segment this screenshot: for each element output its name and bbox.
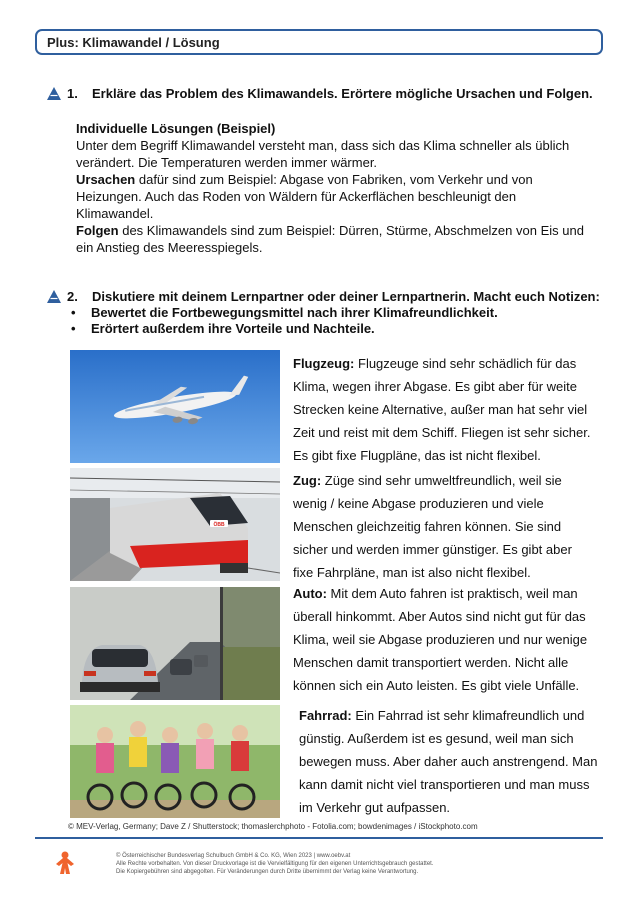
answer-intro: Unter dem Begriff Klimawandel versteht man, dass sich das Klima schneller als üblich verändert. Die Temperaturen werden immer wärmer. xyxy=(76,138,570,170)
car-photo xyxy=(70,587,280,700)
effects-text: des Klimawandels sind zum Beispiel: Dürren, Stürme, Abschmelzen von Eis und ein Anstieg des Meeresspiegels. xyxy=(76,223,584,255)
paragraph-car: Auto: Mit dem Auto fahren ist praktisch, weil man überall hinkommt. Aber Autos sind nicht gut für das Klima, weil sie Abgase produzieren und nur wenige Menschen damit transportiert werden. Nicht alle können sich ein Auto leisten. Es gibt viele Unfälle. xyxy=(293,586,588,693)
photo-credit: © MEV-Verlag, Germany; Dave Z / Shutterstock; thomaslerchphoto - Fotolia.com; bowdenimages / iStockphoto.com xyxy=(68,822,478,831)
paragraph-airplane: Flugzeug: Flugzeuge sind sehr schädlich für das Klima, wegen ihrer Abgase. Es gibt aber für weite Strecken keine Alternative, außer man hat sehr viel Zeit und reist mit dem Schiff. Fliegen ist sehr sicher. Es gibt fixe Flugpläne, das ist nicht flexibel. xyxy=(293,356,591,463)
page-title: Plus: Klimawandel / Lösung xyxy=(47,35,220,50)
answer-heading: Individuelle Lösungen (Beispiel) xyxy=(76,121,276,136)
difficulty-triangle-icon xyxy=(47,290,61,303)
footer-text xyxy=(116,852,434,876)
effects-label: Folgen xyxy=(76,223,119,238)
bicycle-kids-photo xyxy=(70,705,280,818)
task-2-text: Diskutiere mit deinem Lernpartner oder deiner Lernpartnerin. Macht euch Notizen: xyxy=(92,289,600,304)
answer-causes xyxy=(76,171,596,222)
paragraph-bicycle: Fahrrad: Ein Fahrrad ist sehr klimafreundlich und günstig. Außerdem ist es gesund, weil man sich bewegen muss. Aber daher auch anstrengend. Man kann damit nicht viel transportieren und man muss im Verkehr gut aufpassen. xyxy=(299,708,598,815)
bullet-item: • Erörtert außerdem ihre Vorteile und Nachteile. xyxy=(71,321,375,336)
footer-line-3: Die Kopiergebühren sind abgegolten. Für Veränderungen durch Dritte übernimmt der Verlag keine Verantwortung. xyxy=(116,869,419,875)
task-1-number: 1. xyxy=(67,86,78,101)
publisher-logo-icon xyxy=(52,850,78,876)
train-photo xyxy=(70,468,280,581)
task-1-text: Erkläre das Problem des Klimawandels. Erörtere mögliche Ursachen und Folgen. xyxy=(92,86,593,101)
bullet-dot-icon: • xyxy=(71,321,76,336)
task-2-number: 2. xyxy=(67,289,78,304)
footer-line-2: Alle Rechte vorbehalten. Von dieser Druckvorlage ist die Vervielfältigung für den eigenen Unterrichtsgebrauch gestattet. xyxy=(116,861,434,867)
answer-effects xyxy=(76,222,596,256)
paragraph-train: Zug: Züge sind sehr umweltfreundlich, weil sie wenig / keine Abgase produzieren und viele Menschen gleichzeitig fahren können. Sie sind sicher und werden immer günstiger. Es gibt aber fixe Fahrpläne, man ist also nicht flexibel. xyxy=(293,473,572,580)
task-2-bullets xyxy=(69,305,498,337)
airplane-photo xyxy=(70,350,280,463)
causes-label: Ursachen xyxy=(76,172,136,187)
answer-block xyxy=(76,120,596,256)
bullet-item: • Bewertet die Fortbewegungsmittel nach ihrer Klimafreundlichkeit. xyxy=(71,305,498,320)
footer-line-1: © Österreichischer Bundesverlag Schulbuch GmbH & Co. KG, Wien 2023 | www.oebv.at xyxy=(116,853,351,859)
page-header xyxy=(35,29,603,55)
bullet-dot-icon: • xyxy=(71,305,76,320)
train-logo: ÖBB xyxy=(213,522,225,528)
difficulty-triangle-icon xyxy=(47,87,61,100)
causes-text: dafür sind zum Beispiel: Abgase von Fabriken, vom Verkehr und von Heizungen. Auch das Roden von Wäldern für Ackerflächen beschleunigt den Klimawandel. xyxy=(76,172,533,221)
footer-divider xyxy=(35,837,603,839)
